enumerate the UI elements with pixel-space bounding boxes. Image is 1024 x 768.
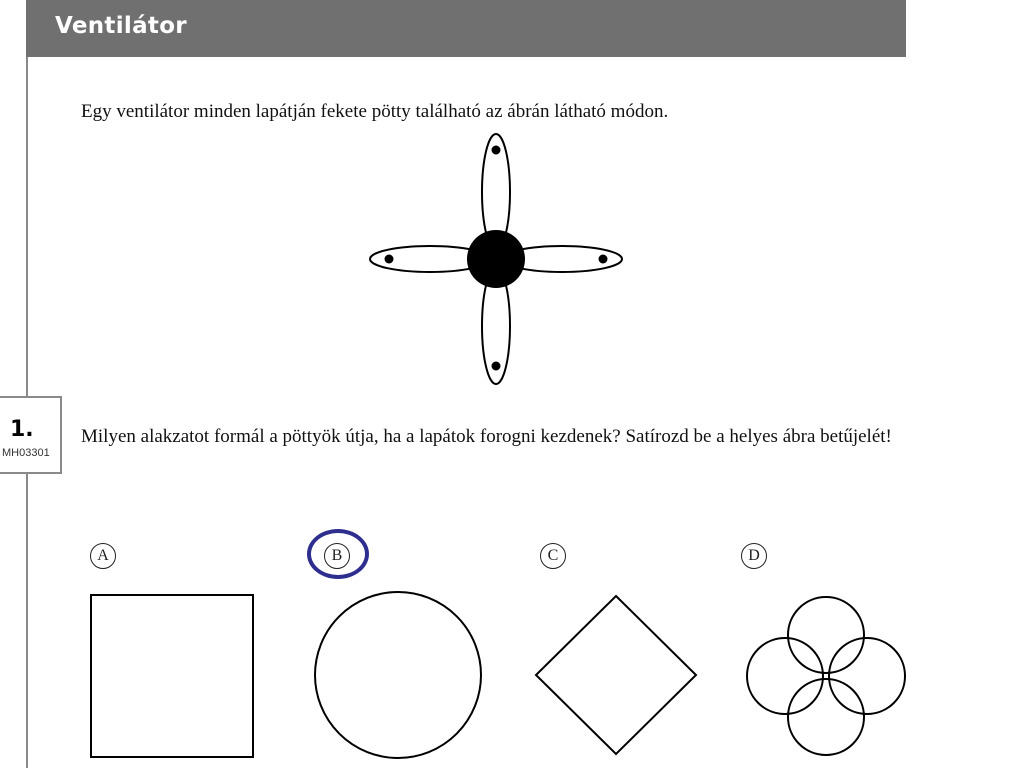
page-title: Ventilátor	[55, 13, 187, 39]
option-c-diamond-shape	[535, 595, 699, 759]
option-d-four-circles-shape	[745, 596, 907, 758]
option-d-circle-top	[788, 597, 864, 673]
question-text: Milyen alakzatot formál a pöttyök útja, ha a lapátok forogni kezdenek? Satírozd be a helyes ábra betűjelét!	[81, 426, 892, 447]
question-number: 1.	[10, 417, 34, 442]
option-a-square-shape	[90, 594, 256, 760]
option-d-letter[interactable]: D	[741, 543, 767, 569]
fan-dot-top	[492, 146, 501, 155]
fan-illustration	[360, 128, 630, 390]
intro-text: Egy ventilátor minden lapátján fekete pötty található az ábrán látható módon.	[81, 101, 669, 122]
fan-dot-left	[385, 255, 394, 264]
fan-dot-bottom	[492, 362, 501, 371]
option-b-circle-shape	[313, 591, 483, 761]
question-code: MH03301	[2, 447, 50, 459]
option-d-circle-left	[747, 638, 823, 714]
option-a-letter[interactable]: A	[90, 543, 116, 569]
option-d-circle-bottom	[788, 679, 864, 755]
left-margin-rule	[26, 0, 28, 768]
selected-answer-ring	[307, 529, 369, 579]
fan-hub	[467, 230, 525, 288]
fan-dot-right	[599, 255, 608, 264]
option-c-letter[interactable]: C	[540, 543, 566, 569]
option-b-letter[interactable]: B	[324, 543, 350, 569]
option-d-circle-right	[829, 638, 905, 714]
